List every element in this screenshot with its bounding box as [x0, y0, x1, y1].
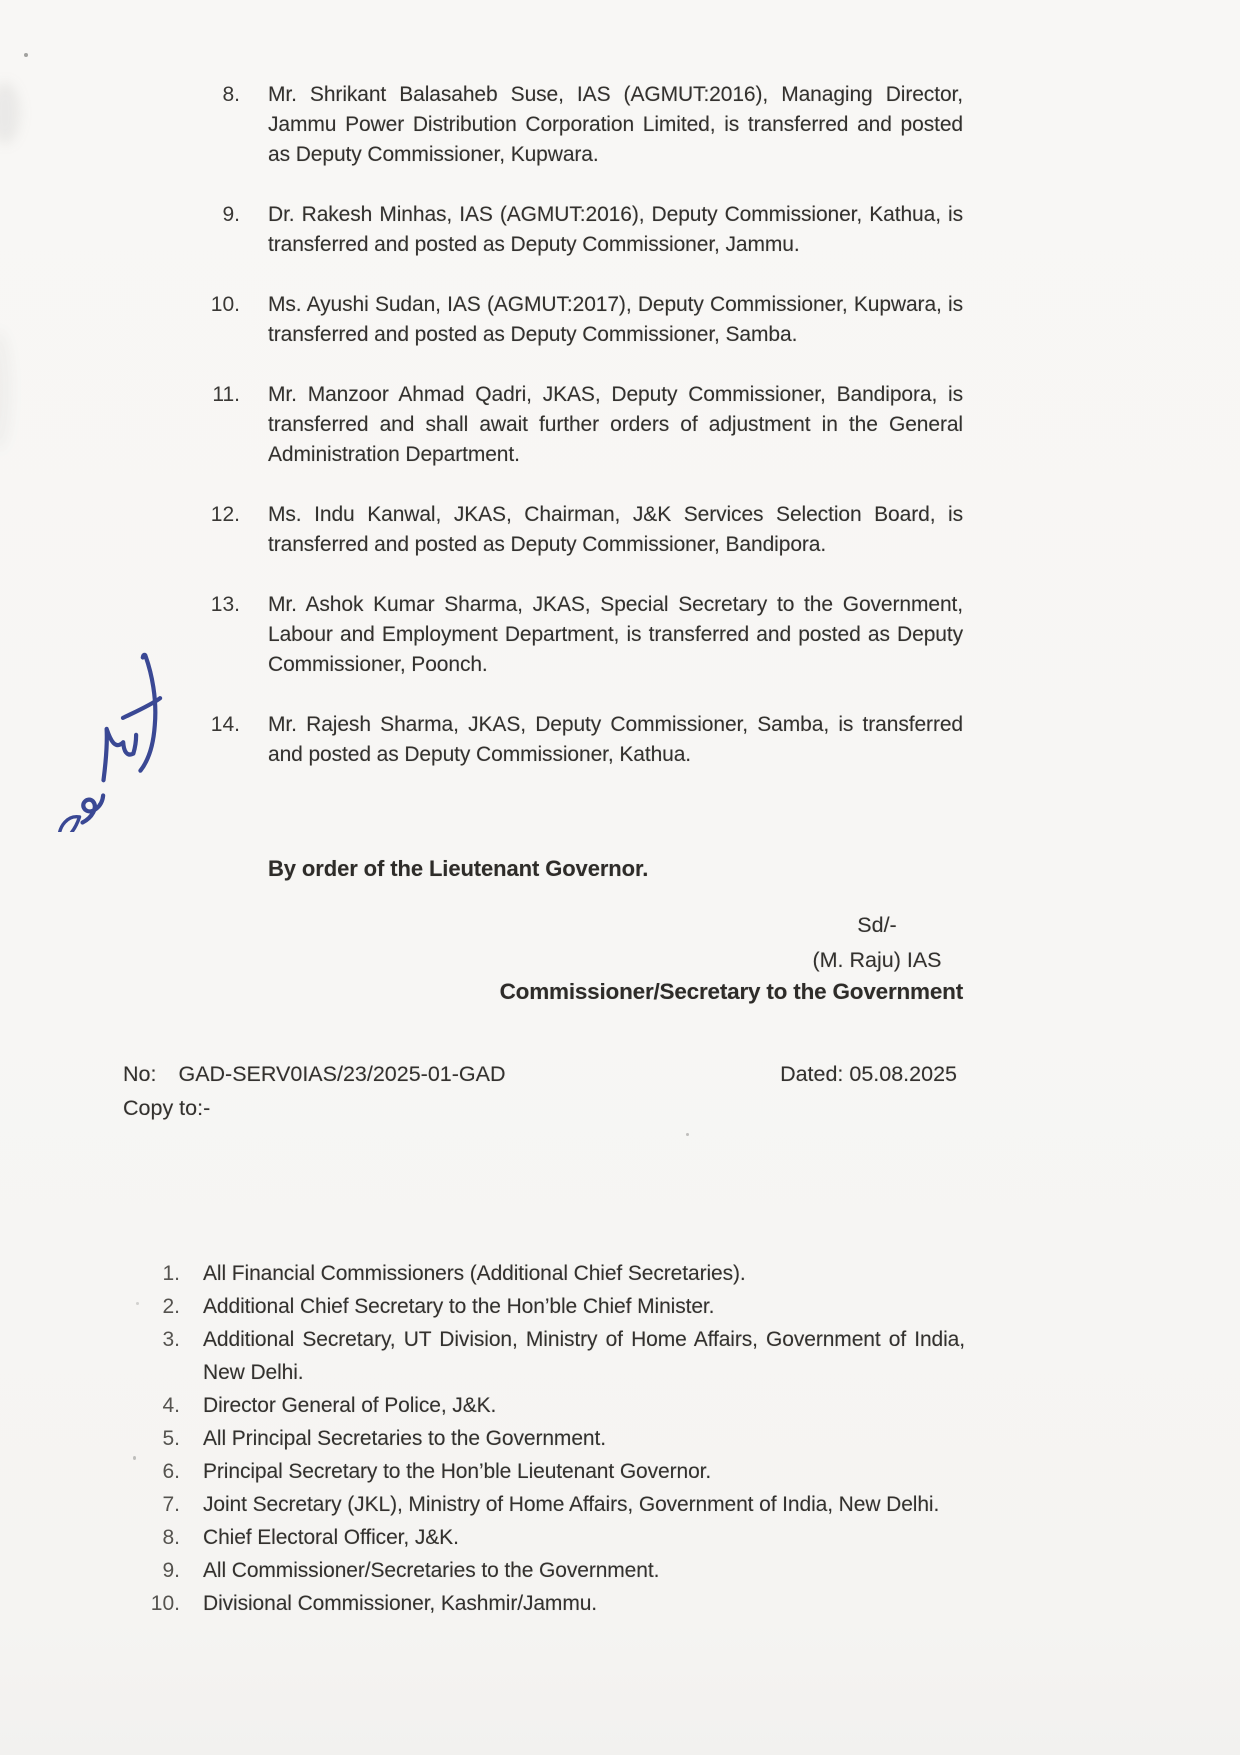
copy-item — [123, 1587, 965, 1620]
copy-item — [123, 1290, 965, 1323]
order-item-text: Mr. Rajesh Sharma, JKAS, Deputy Commissioner, Samba, is transferred and posted as Deputy Commissioner, Kathua. — [268, 713, 963, 766]
reference-number — [123, 1062, 506, 1087]
order-item — [203, 80, 963, 170]
order-item-text: Ms. Ayushi Sudan, IAS (AGMUT:2017), Deputy Commissioner, Kupwara, is transferred and posted as Deputy Commissioner, Samba. — [268, 293, 963, 346]
copy-item-number: 1. — [162, 1262, 180, 1285]
order-item-number: 11. — [212, 383, 240, 406]
copy-item-number: 8. — [162, 1526, 180, 1549]
copy-item-text: All Financial Commissioners (Additional Chief Secretaries). — [203, 1262, 746, 1285]
signature-strokes — [33, 653, 181, 832]
copy-item-number: 3. — [162, 1328, 180, 1351]
order-item — [203, 200, 963, 260]
order-item-text: Mr. Ashok Kumar Sharma, JKAS, Special Secretary to the Government, Labour and Employment Department, is transferred and posted as Deputy Commissioner, Poonch. — [268, 593, 963, 676]
copy-item-text: Principal Secretary to the Hon’ble Lieutenant Governor. — [203, 1460, 712, 1483]
copy-item-number: 7. — [162, 1493, 180, 1516]
order-item-number: 9. — [222, 203, 240, 226]
ink-speck — [24, 53, 28, 57]
copy-to-label: Copy to:- — [123, 1096, 211, 1120]
copy-item — [123, 1488, 965, 1521]
copy-item-number: 6. — [162, 1460, 180, 1483]
reference-number-value: GAD-SERV0IAS/23/2025-01-GAD — [178, 1062, 506, 1086]
order-item — [203, 290, 963, 350]
copy-item-text: All Principal Secretaries to the Government. — [203, 1427, 606, 1450]
signatory-designation: Commissioner/Secretary to the Government — [499, 979, 963, 1004]
order-item-text: Dr. Rakesh Minhas, IAS (AGMUT:2016), Deputy Commissioner, Kathua, is transferred and posted as Deputy Commissioner, Jammu. — [268, 203, 963, 256]
copy-item — [123, 1257, 965, 1290]
scan-blotch — [0, 330, 12, 450]
order-item-text: Ms. Indu Kanwal, JKAS, Chairman, J&K Services Selection Board, is transferred and posted as Deputy Commissioner, Bandipora. — [268, 503, 963, 556]
order-item-text: Mr. Manzoor Ahmad Qadri, JKAS, Deputy Commissioner, Bandipora, is transferred and shall await further orders of adjustment in the General Administration Department. — [268, 383, 963, 466]
order-item-number: 14. — [210, 713, 240, 736]
order-item — [203, 380, 963, 470]
order-item — [203, 710, 963, 770]
copy-item — [123, 1389, 965, 1422]
copy-item-text: Director General of Police, J&K. — [203, 1394, 497, 1417]
copy-item-text: All Commissioner/Secretaries to the Government. — [203, 1559, 660, 1582]
order-item-text: Mr. Shrikant Balasaheb Suse, IAS (AGMUT:2016), Managing Director, Jammu Power Distribution Corporation Limited, is transferred and posted as Deputy Commissioner, Kupwara. — [268, 83, 963, 166]
reference-row — [123, 1062, 957, 1087]
signature-block — [782, 908, 972, 978]
copy-item-number: 5. — [162, 1427, 180, 1450]
copy-item-number: 9. — [162, 1559, 180, 1582]
copy-list — [123, 1257, 965, 1620]
copy-item-number: 4. — [162, 1394, 180, 1417]
dated: Dated: 05.08.2025 — [780, 1062, 957, 1086]
copy-item-text: Divisional Commissioner, Kashmir/Jammu. — [203, 1592, 598, 1615]
copy-item — [123, 1455, 965, 1488]
order-item-number: 13. — [210, 593, 240, 616]
copy-item-text: Additional Secretary, UT Division, Ministry of Home Affairs, Government of India, New Delhi. — [203, 1328, 965, 1384]
by-order-line: By order of the Lieutenant Governor. — [268, 856, 649, 881]
copy-item-text: Additional Chief Secretary to the Hon’ble Chief Minister. — [203, 1295, 715, 1318]
copy-item — [123, 1521, 965, 1554]
copy-item — [123, 1422, 965, 1455]
order-item — [203, 500, 963, 560]
order-item-number: 12. — [210, 503, 240, 526]
signatory-name: (M. Raju) IAS — [812, 948, 942, 972]
handwritten-signature — [33, 652, 193, 832]
sd-line: Sd/- — [857, 913, 897, 937]
copy-item-text: Joint Secretary (JKL), Ministry of Home Affairs, Government of India, New Delhi. — [203, 1493, 940, 1516]
copy-item-text: Chief Electoral Officer, J&K. — [203, 1526, 459, 1549]
copy-item — [123, 1323, 965, 1389]
order-item — [203, 590, 963, 680]
order-item-number: 8. — [222, 83, 240, 106]
scan-blotch — [0, 82, 20, 144]
copy-item-number: 10. — [150, 1592, 180, 1615]
reference-number-label: No: — [123, 1062, 157, 1086]
order-list — [203, 80, 963, 800]
copy-item-number: 2. — [162, 1295, 180, 1318]
order-item-number: 10. — [210, 293, 240, 316]
ink-speck — [686, 1133, 689, 1136]
copy-item — [123, 1554, 965, 1587]
